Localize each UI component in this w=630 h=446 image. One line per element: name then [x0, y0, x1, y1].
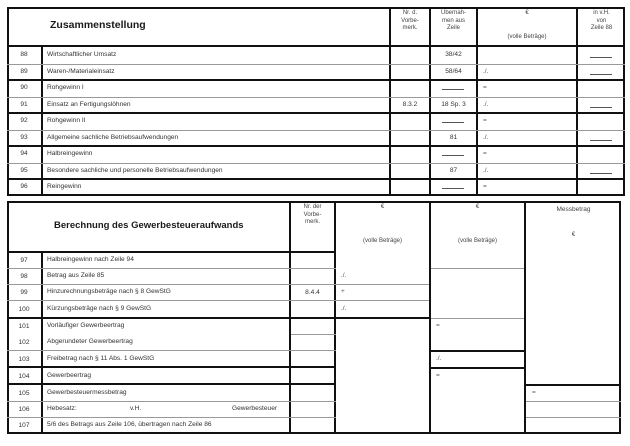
row-number: 94 [20, 150, 28, 157]
header-line: Zeile 88 [590, 25, 613, 31]
row-amount-input[interactable] [478, 163, 576, 180]
sign-row-98: ./. [341, 272, 347, 279]
row-amount-input[interactable] [478, 146, 576, 163]
messbetrag-line [526, 417, 621, 418]
row-sign: = [483, 117, 487, 124]
row-sign: = [483, 84, 487, 91]
row-number: 98 [20, 273, 28, 280]
row-label: Rohgewinn II [47, 117, 86, 124]
row-label: Rohgewinn I [47, 84, 84, 91]
row-number: 102 [18, 339, 30, 346]
trade-tax-header-messbetrag: Messbetrag [556, 206, 591, 213]
sign-row-105: = [532, 389, 536, 396]
trade-tax-title: Berechnung des Gewerbesteueraufwands [54, 220, 244, 231]
trade-tax-col-nr-divider [41, 252, 43, 434]
row-amount-input[interactable] [478, 113, 576, 130]
row-label: Kürzungsbeträge nach § 9 GewStG [47, 305, 152, 312]
row-sign: ./. [483, 100, 489, 108]
messbetrag-line-thick [526, 384, 621, 386]
row-number: 92 [20, 117, 28, 124]
sign-row-101: = [436, 322, 440, 329]
header-line: merk. [402, 25, 418, 31]
summary-title: Zusammenstellung [50, 19, 146, 31]
row-sign: ./. [483, 133, 489, 141]
header-line: men aus [441, 17, 465, 24]
summary-header-vorbemerk [391, 10, 429, 33]
row-label: Betrag aus Zeile 85 [47, 272, 105, 279]
sign-row-100: ./. [341, 305, 347, 312]
row-vh-blank-line [590, 57, 612, 58]
messbetrag-line [526, 401, 621, 402]
row-zeile-blank-line [442, 188, 464, 189]
row-label: 5/6 des Betrags aus Zeile 106, übertragen nach Zeile 86 [47, 421, 212, 428]
row-sign: = [483, 183, 487, 190]
row-number: 101 [18, 323, 30, 330]
row-label: Reingewinn [47, 183, 82, 190]
row-vh-blank-line [590, 173, 612, 174]
summary-header-uebernahmen [431, 10, 476, 33]
row-number: 96 [20, 183, 28, 190]
header-line: von [596, 17, 607, 24]
row-vorbemerk: 8.4.4 [305, 289, 320, 296]
row-number: 97 [20, 257, 28, 264]
row-number: 99 [20, 289, 28, 296]
euro1-line [336, 300, 429, 301]
row-line-thick [7, 317, 431, 319]
row-zeile: 38/42 [445, 51, 462, 58]
row-line [7, 268, 336, 269]
row-number: 93 [20, 133, 28, 141]
row-zeile-blank-line [442, 122, 464, 123]
row-label: Waren-/Materialeinsatz [47, 67, 115, 75]
row-label-right: Gewerbesteuer [232, 405, 278, 412]
row-label: Hebesatz: [47, 405, 77, 412]
row-line-thick [7, 383, 336, 385]
row-number: 103 [18, 356, 30, 363]
header-line: merk. [305, 219, 320, 225]
row-number: 107 [18, 422, 30, 429]
row-line [7, 417, 336, 418]
summary-header-euro-sub: (volle Beträge) [507, 34, 547, 40]
row-amount-input[interactable] [478, 130, 576, 147]
sign-row-103: ./. [436, 355, 442, 362]
summary-col-euro-divider [576, 7, 578, 196]
row-sign: ./. [483, 67, 489, 75]
row-label: Gewerbeertrag [47, 372, 91, 379]
summary-header-vh [578, 10, 625, 33]
row-label: Halbreingewinn nach Zeile 94 [47, 256, 134, 263]
row-zeile: 58/64 [445, 67, 462, 75]
row-number: 100 [18, 306, 30, 313]
header-line: Vorbe- [303, 211, 322, 218]
header-line: Nr. d. [402, 10, 418, 16]
trade-tax-header-vorbemerk [291, 204, 334, 227]
header-line: Zeile [446, 25, 460, 31]
row-number: 104 [18, 373, 30, 380]
row-label: Freibetrag nach § 11 Abs. 1 GewStG [47, 355, 155, 362]
row-amount-input[interactable] [478, 64, 576, 81]
row-amount-input[interactable] [478, 97, 576, 114]
row-label: Einsatz an Fertigungslöhnen [47, 100, 131, 108]
row-number: 91 [20, 100, 28, 108]
header-line: Vorbe- [401, 17, 419, 24]
row-label: Vorläufiger Gewerbeertrag [47, 322, 125, 329]
sign-row-104: = [436, 372, 440, 379]
euro2-line-thick [431, 350, 524, 352]
trade-tax-header-messbetrag-sub: € [571, 232, 576, 238]
row-number: 88 [20, 51, 28, 58]
row-label: Besondere sachliche und personelle Betriebsaufwendungen [47, 166, 223, 174]
row-line [291, 334, 336, 335]
row-zeile: 81 [449, 133, 458, 141]
summary-header-euro: € [525, 10, 529, 16]
row-label: Allgemeine sachliche Betriebsaufwendungen [47, 133, 179, 141]
row-vh-blank-line [590, 107, 612, 108]
row-vh-blank-line [590, 74, 612, 75]
euro2-line [431, 268, 524, 269]
row-number: 105 [18, 390, 30, 397]
row-zeile-blank-line [442, 155, 464, 156]
row-vorbemerk: 8.3.2 [402, 100, 418, 108]
row-label-mid: v.H. [130, 405, 142, 412]
row-label: Abgerundeter Gewerbeertrag [47, 338, 133, 345]
header-line: Übernah- [440, 10, 466, 16]
row-zeile: 18 Sp. 3 [441, 100, 466, 108]
row-label: Wirtschaftlicher Umsatz [47, 51, 117, 58]
trade-tax-header-euro1: € [380, 204, 385, 210]
row-line [7, 401, 336, 402]
row-zeile-blank-line [442, 89, 464, 90]
row-label: Hinzurechnungsbeträge nach § 8 GewStG [47, 288, 171, 295]
row-amount-input[interactable] [478, 80, 576, 97]
row-label: Gewerbesteuermessbetrag [47, 389, 127, 396]
row-number: 106 [18, 406, 30, 413]
row-line [7, 284, 336, 285]
sign-row-99: + [341, 288, 345, 295]
euro2-line-thick [431, 367, 524, 369]
row-amount-input[interactable] [478, 179, 576, 196]
row-line-thick [7, 366, 336, 368]
euro2-line [431, 318, 524, 319]
summary-col-nr-divider [41, 46, 43, 196]
row-number: 89 [20, 67, 28, 75]
row-line [7, 350, 336, 351]
row-zeile: 87 [449, 166, 458, 174]
row-vh-blank-line [590, 140, 612, 141]
row-sign: ./. [483, 166, 489, 174]
row-sign: = [483, 150, 487, 157]
trade-tax-header-divider [7, 251, 336, 253]
trade-tax-header-euro2-sub: (volle Beträge) [457, 238, 498, 244]
row-line [7, 300, 336, 301]
row-label: Halbreingewinn [47, 150, 93, 157]
header-line: in v.H. [593, 10, 610, 16]
row-number: 95 [20, 166, 28, 174]
euro1-line [336, 284, 429, 285]
row-number: 90 [20, 84, 28, 91]
trade-tax-header-euro1-sub: (volle Beträge) [362, 238, 403, 244]
row-amount-input[interactable] [478, 47, 576, 64]
header-line: Nr. der [303, 204, 322, 210]
trade-tax-header-euro2: € [475, 204, 480, 210]
